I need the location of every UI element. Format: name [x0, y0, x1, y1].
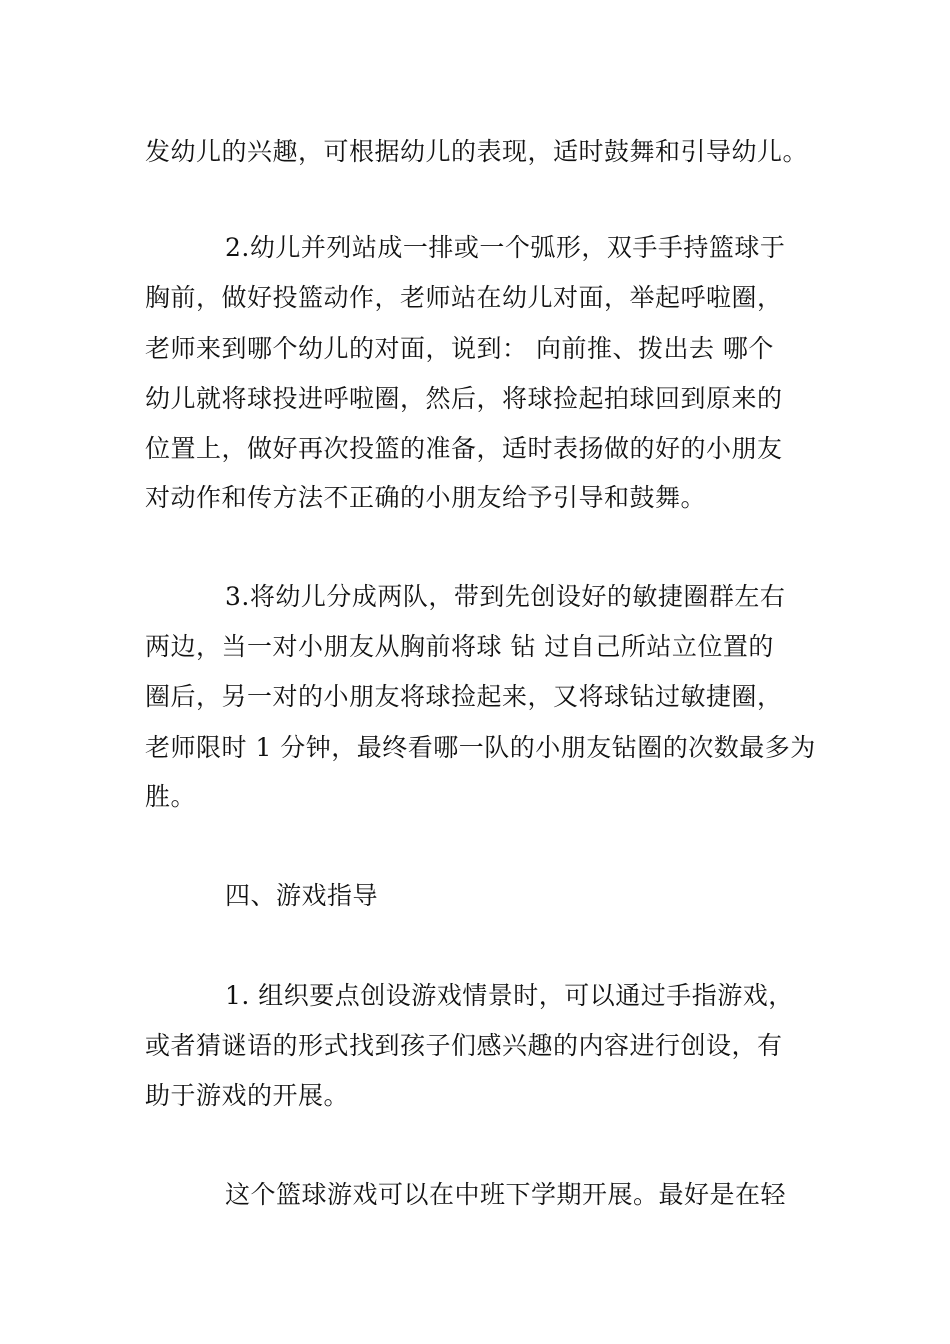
paragraph-line: 1. 组织要点创设游戏情景时，可以通过手指游戏， — [225, 981, 794, 1010]
paragraph-line: 位置上，做好再次投篮的准备，适时表扬做的好的小朋友 — [145, 434, 783, 463]
paragraph-line: 胸前，做好投篮动作，老师站在幼儿对面，举起呼啦圈， — [145, 283, 783, 312]
paragraph-line: 圈后，另一对的小朋友将球捡起来，又将球钻过敏捷圈， — [145, 682, 783, 711]
section-heading: 四、游戏指导 — [225, 881, 379, 910]
paragraph-line: 这个篮球游戏可以在中班下学期开展。最好是在轻 — [225, 1180, 787, 1209]
paragraph-line: 2.幼儿并列站成一排或一个弧形，双手手持篮球于 — [225, 233, 786, 262]
paragraph-line: 发幼儿的兴趣，可根据幼儿的表现，适时鼓舞和引导幼儿。 — [145, 137, 809, 166]
paragraph-line: 幼儿就将球投进呼啦圈，然后，将球捡起拍球回到原来的 — [145, 384, 783, 413]
paragraph-line: 对动作和传方法不正确的小朋友给予引导和鼓舞。 — [145, 483, 707, 512]
paragraph-line: 3.将幼儿分成两队，带到先创设好的敏捷圈群左右 — [225, 582, 786, 611]
paragraph-line: 老师来到哪个幼儿的对面，说到： 向前推、拨出去 哪个 — [145, 334, 774, 363]
paragraph-line: 助于游戏的开展。 — [145, 1081, 350, 1110]
paragraph-line: 或者猜谜语的形式找到孩子们感兴趣的内容进行创设，有 — [145, 1031, 783, 1060]
paragraph-line: 老师限时 1 分钟，最终看哪一队的小朋友钻圈的次数最多为 — [145, 733, 816, 762]
paragraph-line: 两边，当一对小朋友从胸前将球 钻 过自己所站立位置的 — [145, 632, 774, 661]
paragraph-line: 胜。 — [145, 782, 197, 811]
